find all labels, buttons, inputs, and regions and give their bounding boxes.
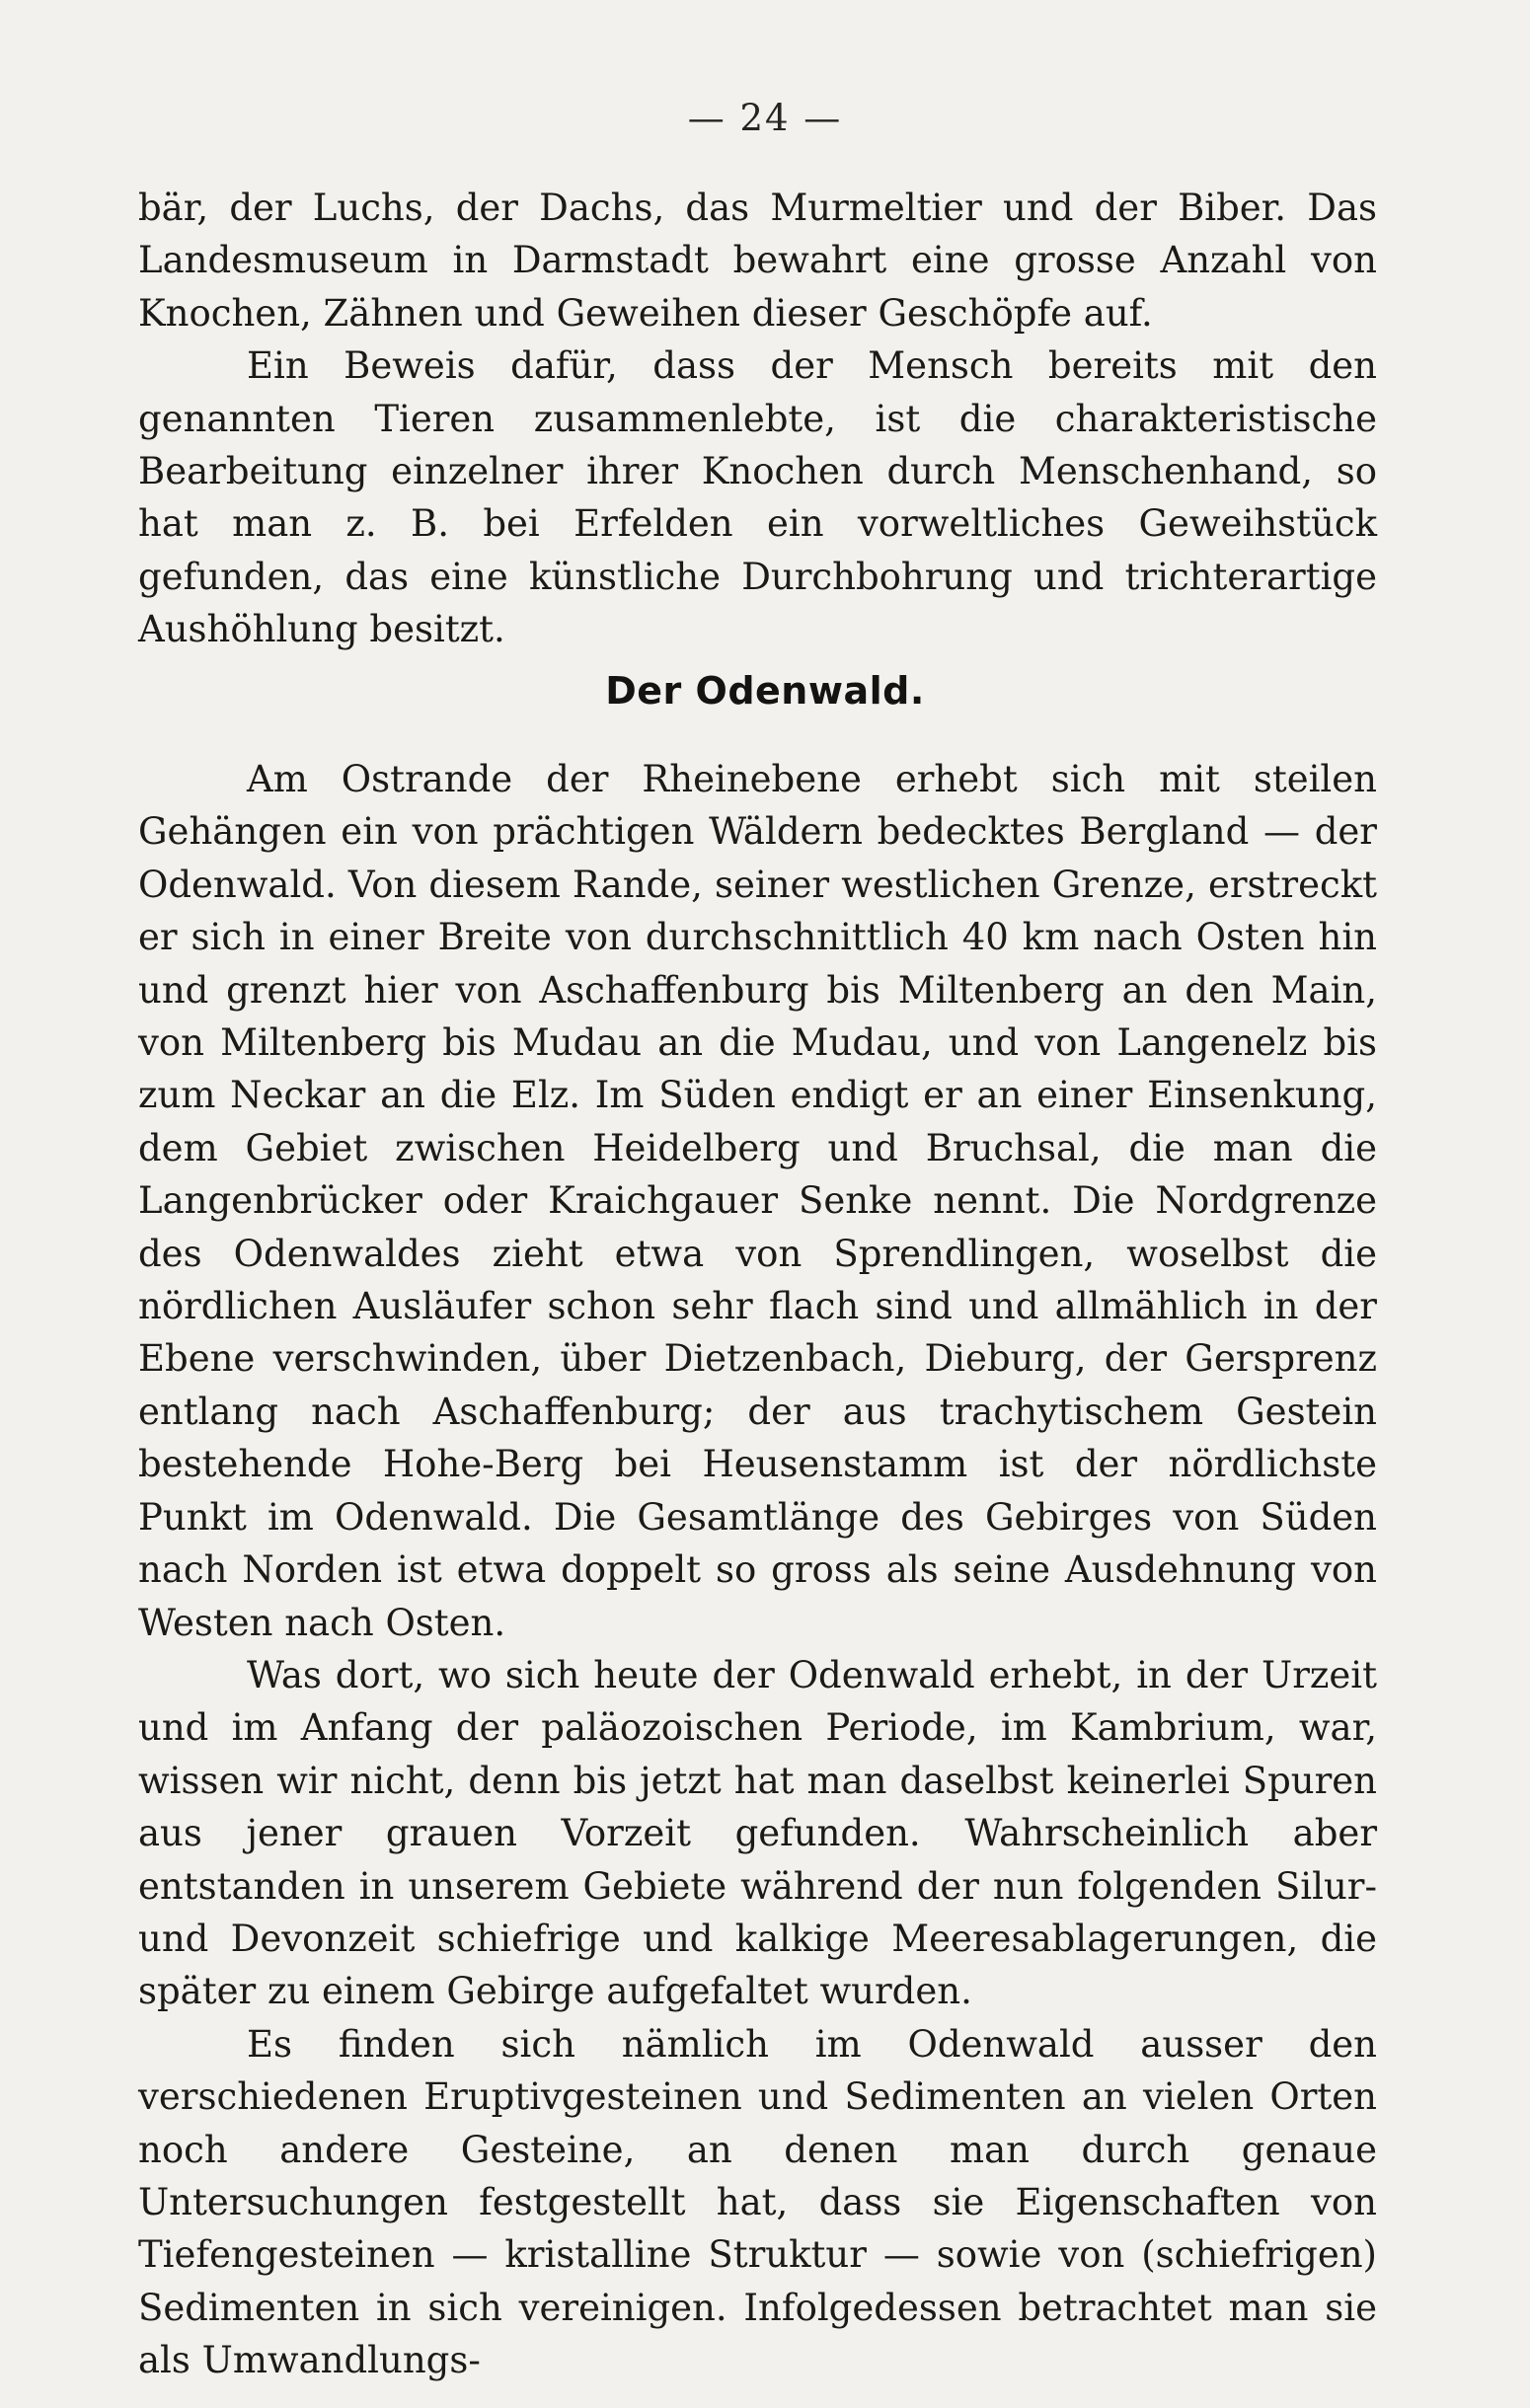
- paragraph-odenwald-borders: Am Ostrande der Rheinebene erhebt sich mit steilen Gehängen ein von prächtigen Wäldern bedecktes Bergland — der Odenwald. Von diesem Rande, seiner westlichen Grenze, erstreckt er sich in einer Breite von durchschnittlich 40 km nach Osten hin und grenzt hier von Aschaffenburg bis Miltenberg an den Main, von Miltenberg bis Mudau an die Mudau, und von Langenelz bis zum Neckar an die Elz. Im Süden endigt er an einer Einsenkung, dem Gebiet zwischen Heidelberg und Bruchsal, die man die Langenbrücker oder Kraichgauer Senke nennt. Die Nordgrenze des Odenwaldes zieht etwa von Sprendlingen, woselbst die nördlichen Ausläufer schon sehr flach sind und allmählich in der Ebene verschwinden, über Dietzenbach, Dieburg, der Gersprenz entlang nach Aschaffenburg; der aus trachytischem Gestein bestehende Hohe-Berg bei Heusenstamm ist der nördlichste Punkt im Odenwald. Die Gesamtlänge des Gebirges von Süden nach Norden ist etwa doppelt so gross als seine Ausdehnung von Westen nach Osten.: [138, 758, 1377, 1644]
- paragraph-bone-evidence: Ein Beweis dafür, dass der Mensch bereits mit den genannten Tieren zusammenlebte, ist die charakteristische Bearbeitung einzelner ihrer Knochen durch Menschenhand, so hat man z. B. bei Erfelden ein vorweltliches Geweihstück gefunden, das eine künstliche Durchbohrung und trichterartige Aushöhlung besitzt.: [138, 344, 1377, 651]
- page-number: — 24 —: [687, 97, 843, 139]
- paragraph-continuation: bär, der Luchs, der Dachs, das Murmeltier und der Biber. Das Landesmuseum in Darmstadt bewahrt eine grosse Anzahl von Knochen, Zähnen und Geweihen dieser Geschöpfe auf.: [138, 187, 1377, 335]
- paragraph-prehistory: Was dort, wo sich heute der Odenwald erhebt, in der Urzeit und im Anfang der paläozoischen Periode, im Kambrium, war, wissen wir nicht, denn bis jetzt hat man daselbst keinerlei Spuren aus jener grauen Vorzeit gefunden. Wahrscheinlich aber entstanden in unserem Gebiete während der nun folgenden Silur- und Devonzeit schiefrige und kalkige Meeresablagerungen, die später zu einem Gebirge aufgefaltet wurden.: [138, 1653, 1377, 2013]
- section-heading: Der Odenwald.: [605, 669, 925, 713]
- section-text-block: [138, 753, 1377, 2387]
- paragraph-rock-types: Es finden sich nämlich im Odenwald ausser den verschiedenen Eruptivgesteinen und Sedimenten an vielen Orten noch andere Gesteine, an denen man durch genaue Untersuchungen festgestellt hat, dass sie Eigenschaften von Tiefengesteinen — kristalline Struktur — sowie von (schiefrigen) Sedimenten in sich vereinigen. Infolgedessen betrachtet man sie als Umwandlungs-: [138, 2022, 1377, 2382]
- top-text-block: [138, 182, 1377, 656]
